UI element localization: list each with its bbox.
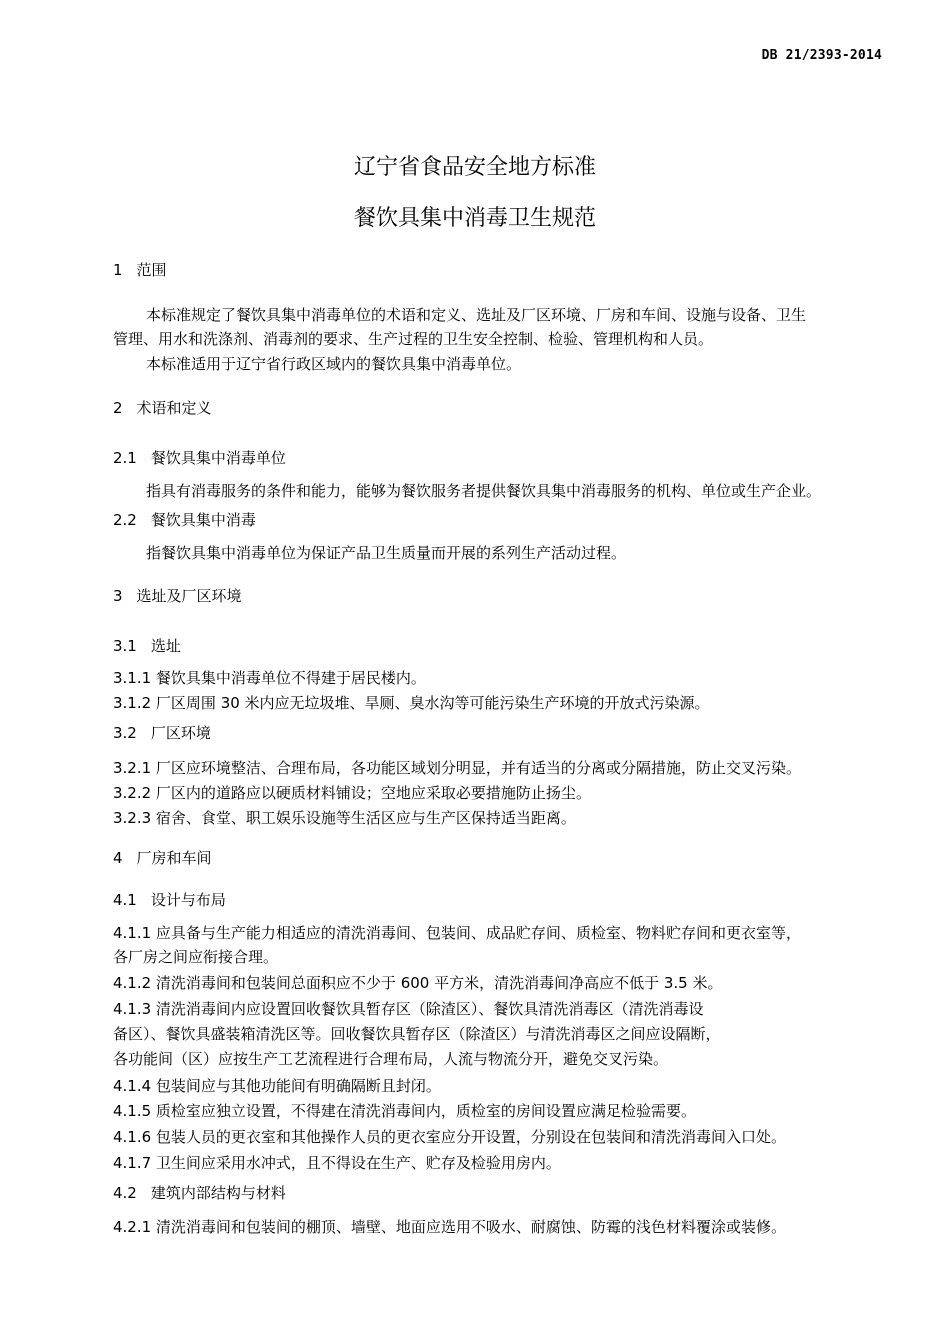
definition-text: 指具有消毒服务的条件和能力，能够为餐饮服务者提供餐饮具集中消毒服务的机构、单位或生产企业。 xyxy=(146,482,822,500)
clause-text: 4.2.1 清洗消毒间和包装间的棚顶、墙壁、地面应选用不吸水、耐腐蚀、防霉的浅色材料覆涂或装修。 xyxy=(113,1218,786,1236)
subsection-number: 2.2 xyxy=(113,511,137,529)
clause-text: 4.1.5 质检室应独立设置，不得建在清洗消毒间内，质检室的房间设置应满足检验需要。 xyxy=(113,1102,696,1120)
section-number: 1 xyxy=(113,261,123,279)
subsection-heading-2-2 xyxy=(113,511,888,529)
section-number: 3 xyxy=(113,587,123,605)
subsection-title: 设计与布局 xyxy=(150,891,226,909)
clause-text: 4.1.6 包装人员的更衣室和其他操作人员的更衣室应分开设置，分别设在包装间和清洗消毒间入口处。 xyxy=(113,1128,786,1146)
subsection-title: 建筑内部结构与材料 xyxy=(150,1184,286,1202)
section-title: 范围 xyxy=(136,261,167,279)
definition-text: 指餐饮具集中消毒单位为保证产品卫生质量而开展的系列生产活动过程。 xyxy=(146,544,627,562)
standard-code: DB 21/2393-2014 xyxy=(761,48,882,63)
clause-text: 3.2.2 厂区内的道路应以硬质材料铺设；空地应采取必要措施防止扬尘。 xyxy=(113,784,591,802)
clause-text: 3.1.1 餐饮具集中消毒单位不得建于居民楼内。 xyxy=(113,669,426,687)
subsection-number: 4.2 xyxy=(113,1184,137,1202)
clause-text: 3.1.2 厂区周围 30 米内应无垃圾堆、旱厕、臭水沟等可能污染生产环境的开放式污染源。 xyxy=(113,694,710,712)
section-number: 4 xyxy=(113,849,123,867)
section-title: 术语和定义 xyxy=(136,399,212,417)
subsection-heading-2-1 xyxy=(113,449,888,467)
subsection-title: 厂区环境 xyxy=(150,724,211,742)
section-number: 2 xyxy=(113,399,123,417)
clause-text: 4.1.4 包装间应与其他功能间有明确隔断且封闭。 xyxy=(113,1077,441,1095)
subsection-number: 3.2 xyxy=(113,724,137,742)
subsection-number: 3.1 xyxy=(113,637,137,655)
document-title-line-2: 餐饮具集中消毒卫生规范 xyxy=(353,206,596,231)
section-title: 选址及厂区环境 xyxy=(136,587,242,605)
clause-text: 备区）、餐饮具盛装箱清洗区等。回收餐饮具暂存区（除渣区）与清洗消毒区之间应设隔断， xyxy=(113,1025,721,1043)
clause-text: 4.1.1 应具备与生产能力相适应的清洗消毒间、包装间、成品贮存间、质检室、物料贮存间和更衣室等， xyxy=(113,924,801,942)
section-title: 厂房和车间 xyxy=(136,849,212,867)
document-title-line-1: 辽宁省食品安全地方标准 xyxy=(353,155,596,180)
subsection-heading-4-1 xyxy=(113,891,888,909)
paragraph-line: 本标准规定了餐饮具集中消毒单位的术语和定义、选址及厂区环境、厂房和车间、设施与设备、卫生 xyxy=(146,306,807,324)
subsection-number: 2.1 xyxy=(113,449,137,467)
paragraph-line: 管理、用水和洗涤剂、消毒剂的要求、生产过程的卫生安全控制、检验、管理机构和人员。 xyxy=(113,330,714,348)
clause-text: 各功能间（区）应按生产工艺流程进行合理布局，人流与物流分开，避免交叉污染。 xyxy=(113,1050,669,1068)
clause-text: 4.1.2 清洗消毒间和包装间总面积应不少于 600 平方米，清洗消毒间净高应不低于 3.5 米。 xyxy=(113,974,723,992)
section-heading-2 xyxy=(113,399,888,417)
subsection-title: 选址 xyxy=(150,637,181,655)
section-heading-4 xyxy=(113,849,888,867)
paragraph-line: 本标准适用于辽宁省行政区域内的餐饮具集中消毒单位。 xyxy=(146,355,522,373)
subsection-number: 4.1 xyxy=(113,891,137,909)
subsection-heading-4-2 xyxy=(113,1184,888,1202)
clause-text: 4.1.7 卫生间应采用水冲式，且不得设在生产、贮存及检验用房内。 xyxy=(113,1154,561,1172)
section-heading-3 xyxy=(113,587,888,605)
clause-text: 4.1.3 清洗消毒间内应设置回收餐饮具暂存区（除渣区）、餐饮具清洗消毒区（清洗消毒设 xyxy=(113,1000,704,1018)
section-heading-1 xyxy=(113,261,888,279)
subsection-title: 餐饮具集中消毒 xyxy=(150,511,256,529)
subsection-heading-3-2 xyxy=(113,724,888,742)
clause-text: 3.2.1 厂区应环境整洁、合理布局，各功能区域划分明显，并有适当的分离或分隔措施，防止交叉污染。 xyxy=(113,759,801,777)
clause-text: 各厂房之间应衔接合理。 xyxy=(113,948,279,966)
subsection-heading-3-1 xyxy=(113,637,888,655)
subsection-title: 餐饮具集中消毒单位 xyxy=(150,449,286,467)
clause-text: 3.2.3 宿舍、食堂、职工娱乐设施等生活区应与生产区保持适当距离。 xyxy=(113,809,576,827)
